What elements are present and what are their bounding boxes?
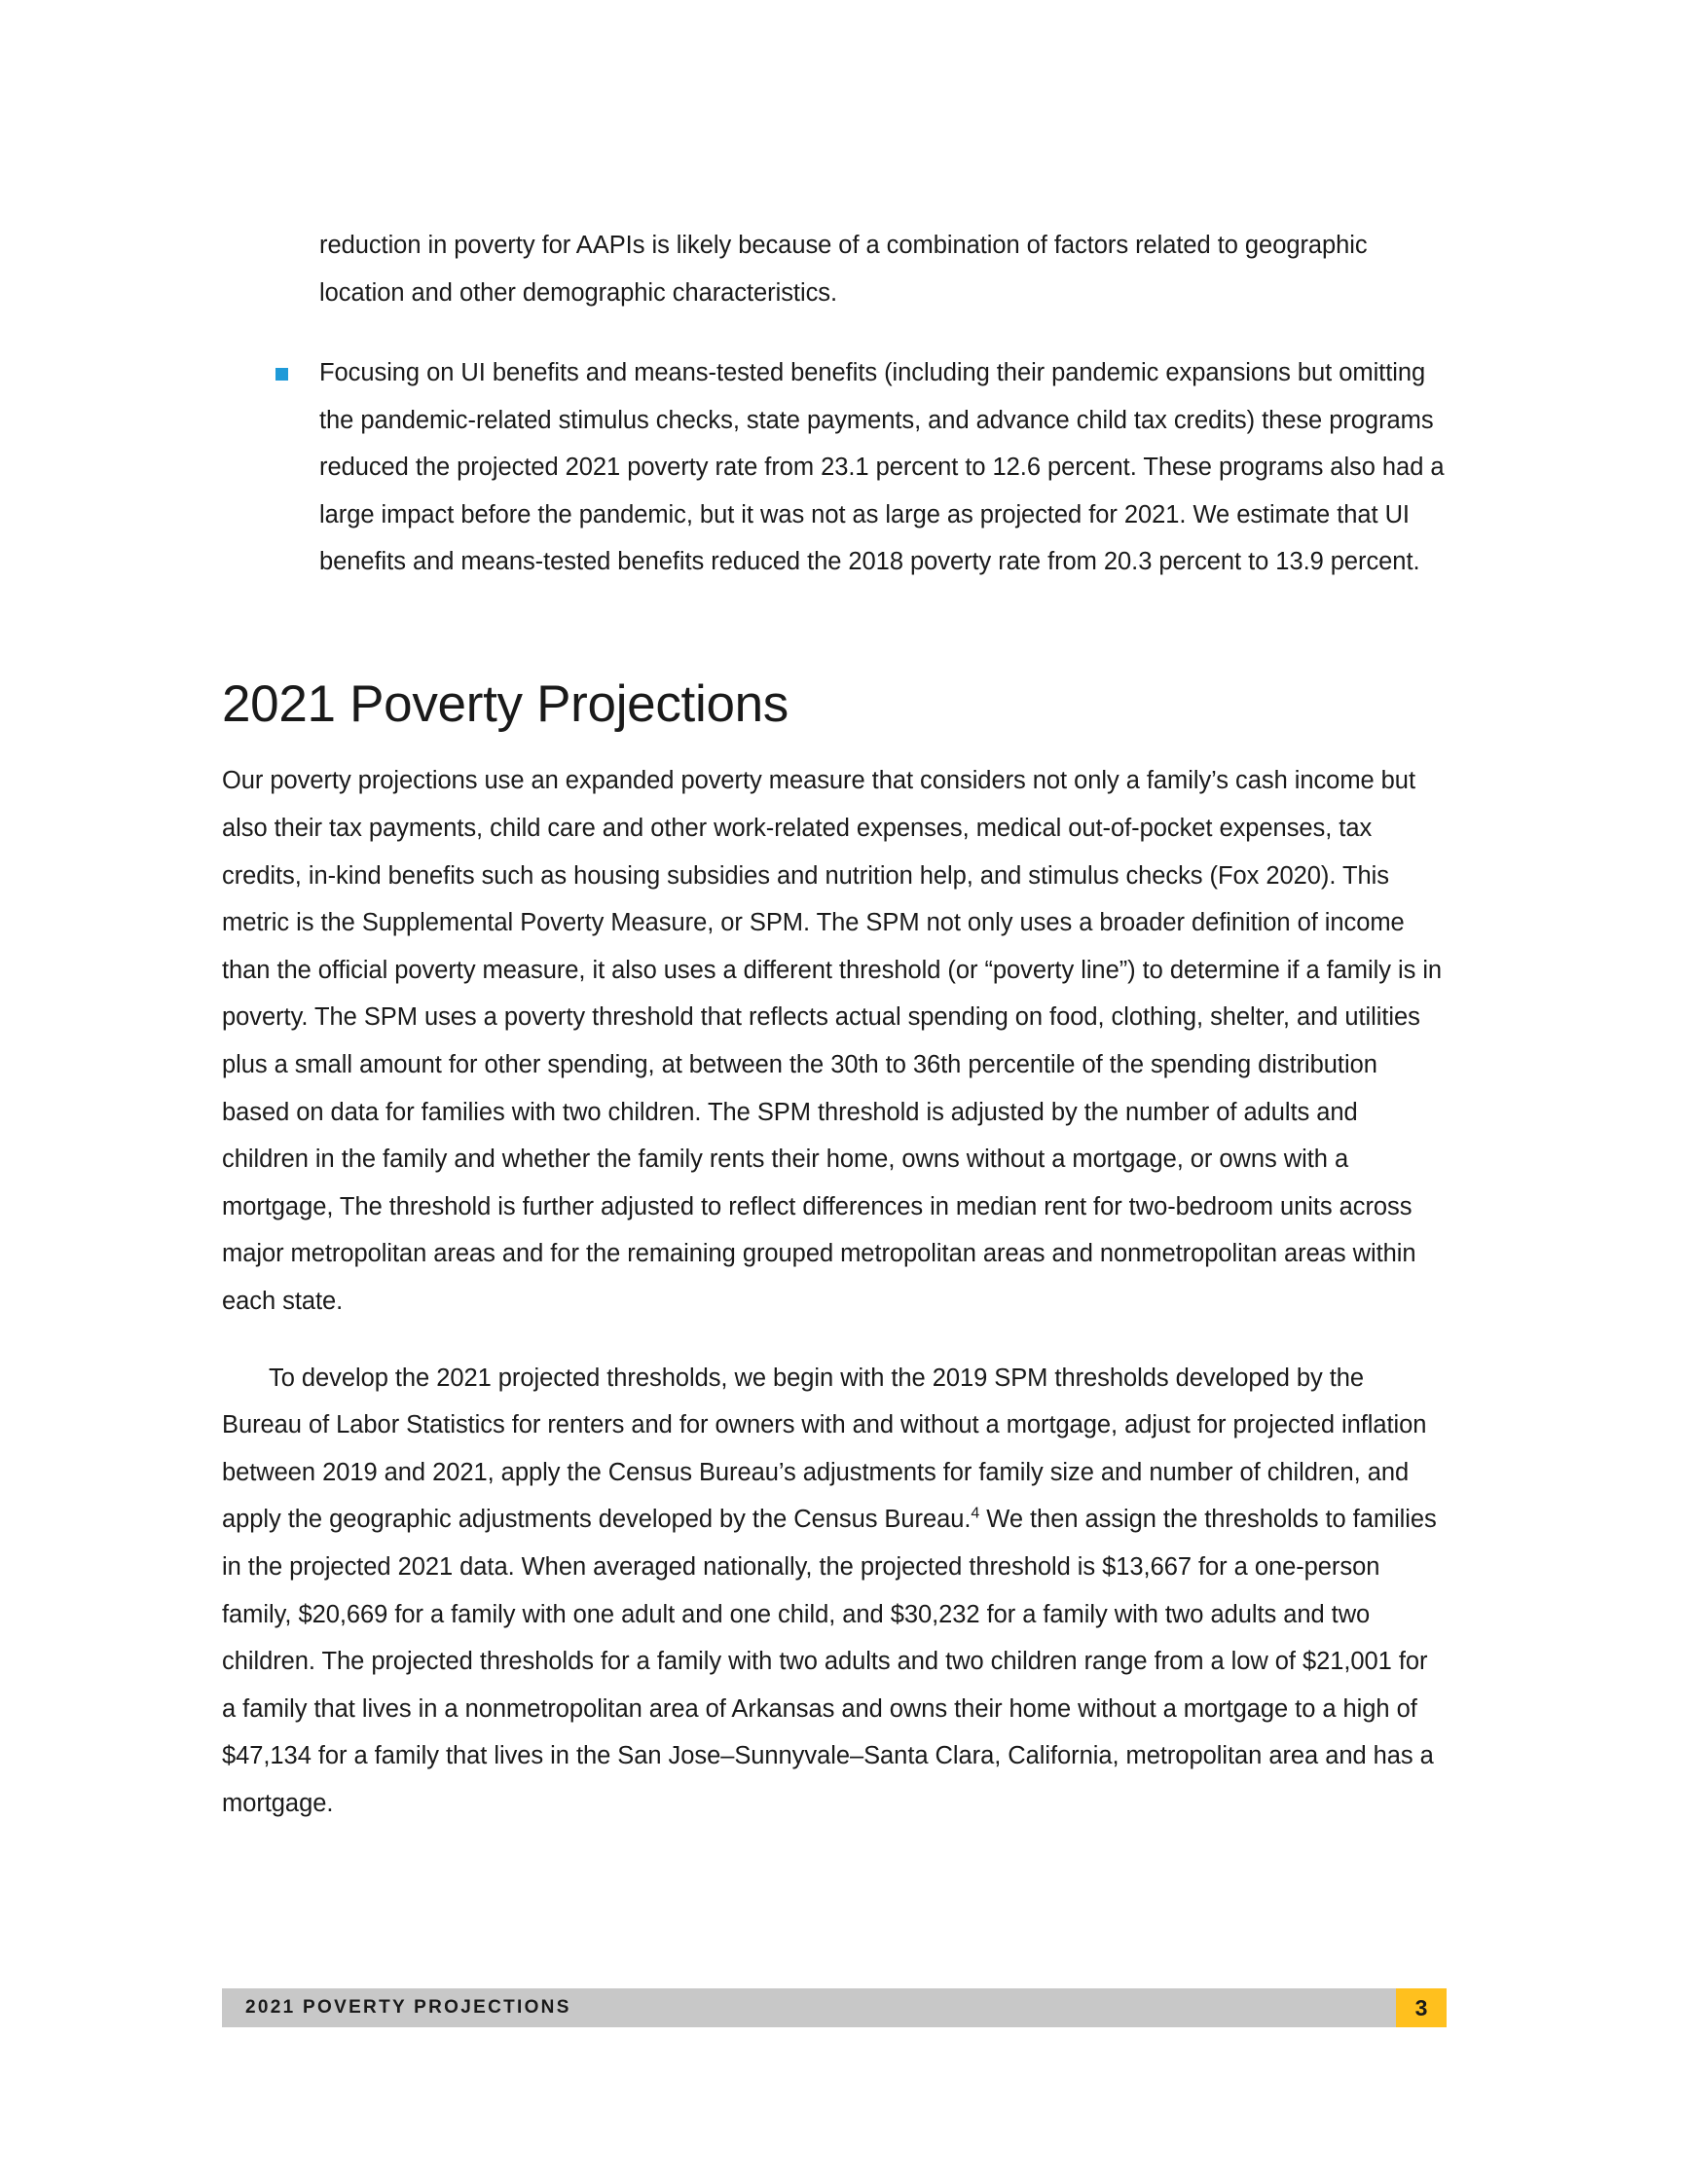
continued-bullet-text: reduction in poverty for AAPIs is likely because of a combination of factors related to geographic location and other demographic characteristics. <box>319 232 1368 307</box>
paragraph-text-before-footnote: To develop the 2021 projected thresholds, we begin with the 2019 SPM thresholds developed by the Bureau of Labor Statistics for renters and for owners with and without a mortgage, adjust for projected inflation between 2019 and 2021, apply the Census Bureau’s adjustments for family size and number of children, and apply the geographic adjustments developed by the Census Bureau. <box>222 1364 1427 1534</box>
bullet-list <box>222 349 1447 586</box>
page-title: 2021 Poverty Projections <box>222 674 789 733</box>
page-content <box>222 222 1447 1828</box>
bullet-item-text: Focusing on UI benefits and means-tested benefits (including their pandemic expansions but omitting the pandemic-related stimulus checks, state payments, and advance child tax credits) these programs reduced the projected 2021 poverty rate from 23.1 percent to 12.6 percent. These programs also had a large impact before the pandemic, but it was not as large as projected for 2021. We estimate that UI benefits and means-tested benefits reduced the 2018 poverty rate from 20.3 percent to 13.9 percent. <box>319 359 1445 575</box>
list-item <box>222 349 1447 586</box>
paragraph-spm-definition: Our poverty projections use an expanded poverty measure that considers not only a family’s cash income but also their tax payments, child care and other work-related expenses, medical out-of-pocket expenses, tax credits, in-kind benefits such as housing subsidies and nutrition help, and stimulus checks (Fox 2020). This metric is the Supplemental Poverty Measure, or SPM. The SPM not only uses a broader definition of income than the official poverty measure, it also uses a different threshold (or “poverty line”) to determine if a family is in poverty. The SPM uses a poverty threshold that reflects actual spending on food, clothing, shelter, and utilities plus a small amount for other spending, at between the 30th to 36th percentile of the spending distribution based on data for families with two children. The SPM threshold is adjusted by the number of adults and children in the family and whether the family rents their home, owns without a mortgage, or owns with a mortgage, The threshold is further adjusted to reflect differences in median rent for two-bedroom units across major metropolitan areas and for the remaining grouped metropolitan areas and nonmetropolitan areas within each state. <box>222 767 1443 1315</box>
page-number-badge <box>1396 1988 1447 2027</box>
footnote-reference-marker[interactable]: 4 <box>971 1505 980 1522</box>
square-bullet-icon <box>275 368 288 381</box>
footer-title: 2021 POVERTY PROJECTIONS <box>245 1997 571 2018</box>
paragraph-text-after-footnote: We then assign the thresholds to families in the projected 2021 data. When averaged nationally, the projected threshold is $13,667 for a one-person family, $20,669 for a family with one adult and one child, and $30,232 for a family with two adults and two children. The projected thresholds for a family with two adults and two children range from a low of $21,001 for a family that lives in a nonmetropolitan area of Arkansas and owns their home without a mortgage to a high of $47,134 for a family that lives in the San Jose–Sunnyvale–Santa Clara, California, metropolitan area and has a mortgage. <box>222 1506 1437 1817</box>
paragraph-threshold-development <box>222 1326 1447 1828</box>
page-footer <box>222 1988 1447 2027</box>
page-number: 3 <box>1414 1994 1428 2020</box>
